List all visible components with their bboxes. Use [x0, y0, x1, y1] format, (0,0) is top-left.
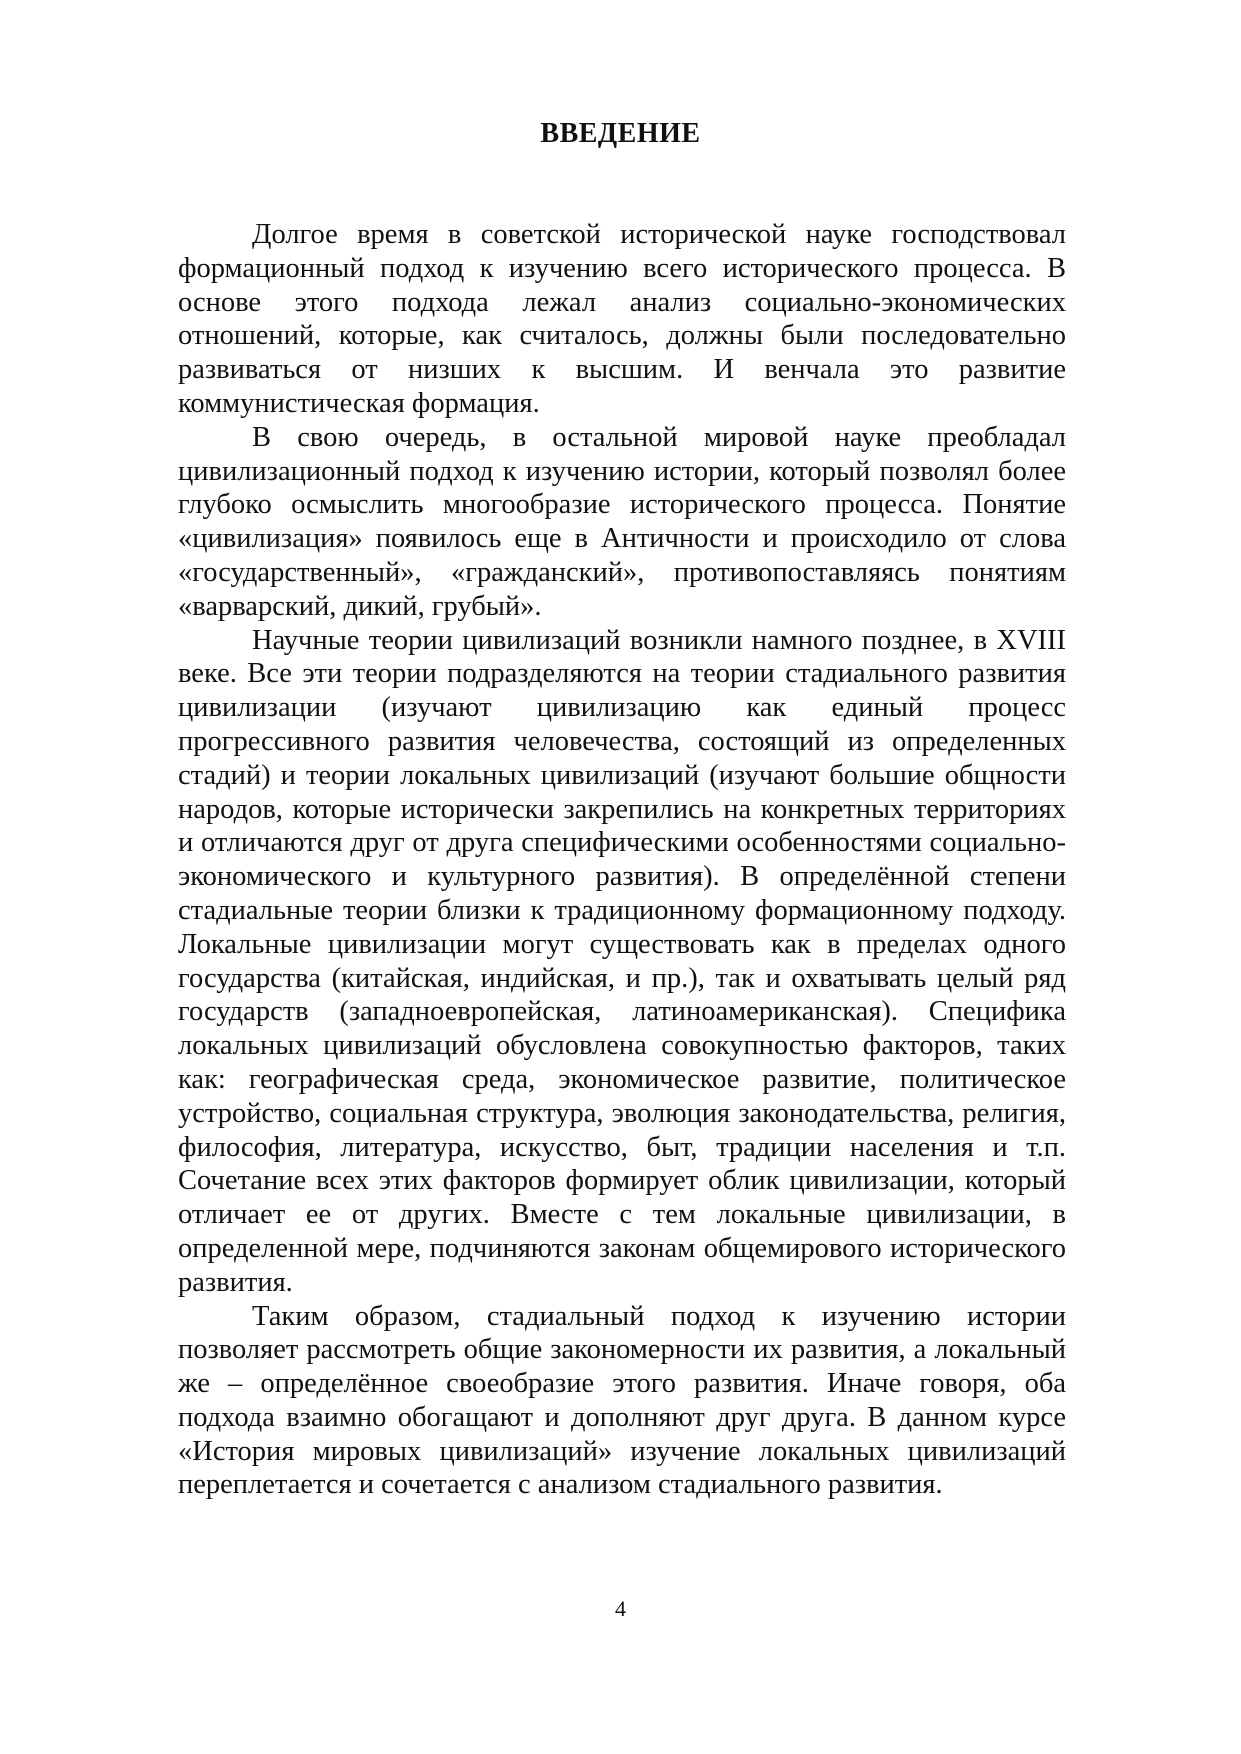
paragraph-4: Таким образом, стадиальный подход к изучению истории позволяет рассмотреть общие закономерности их развития, а локальный же – определённое своеобразие этого развития. Иначе говоря, оба подхода взаимно обогащают и дополняют друг друга. В данном курсе «История мировых цивилизаций» изучение локальных цивилизаций переплетается и сочетается с анализом стадиального развития. — [178, 1300, 1066, 1501]
page-title: ВВЕДЕНИЕ — [540, 118, 701, 149]
paragraph-2: В свою очередь, в остальной мировой науке преобладал цивилизационный подход к изучению истории, который позволял более глубоко осмыслить многообразие исторического процесса. Понятие «цивилизация» появилось еще в Античности и происходило от слова «государственный», «гражданский», противопоставляясь понятиям «варварский, дикий, грубый». — [178, 421, 1066, 622]
paragraph-3: Научные теории цивилизаций возникли намного позднее, в XVIII веке. Все эти теории подразделяются на теории стадиального развития цивилизации (изучают цивилизацию как единый процесс прогрессивного развития человечества, состоящий из определенных стадий) и теории локальных цивилизаций (изучают большие общности народов, которые исторически закрепились на конкретных территориях и отличаются друг от друга специфическими особенностями социально-экономического и культурного развития). В определённой степени стадиальные теории близки к традиционному формационному подходу. Локальные цивилизации могут существовать как в пределах одного государства (китайская, индийская, и пр.), так и охватывать целый ряд государств (западноевропейская, латиноамериканская). Специфика локальных цивилизаций обусловлена совокупностью факторов, таких как: географическая среда, экономическое развитие, политическое устройство, социальная структура, эволюция законодательства, религия, философия, литература, искусство, быт, традиции населения и т.п. Сочетание всех этих факторов формирует облик цивилизации, который отличает ее от других. Вместе с тем локальные цивилизации, в определенной мере, подчиняются законам общемирового исторического развития. — [178, 624, 1066, 1298]
body-text — [178, 218, 1066, 1502]
paragraph-1: Долгое время в советской исторической науке господствовал формационный подход к изучению всего исторического процесса. В основе этого подхода лежал анализ социально-экономических отношений, которые, как считалось, должны были последовательно развиваться от низших к высшим. И венчала это развитие коммунистическая формация. — [178, 219, 1066, 419]
page-number: 4 — [615, 1596, 626, 1621]
